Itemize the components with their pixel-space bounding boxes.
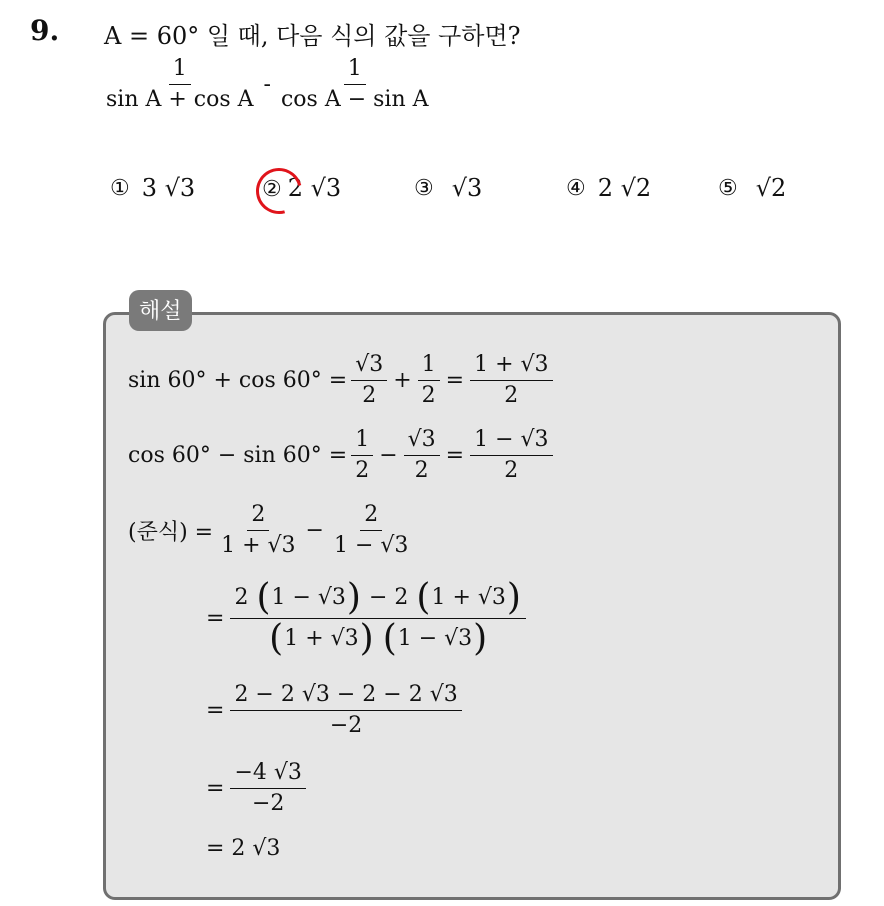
solution-line-3 <box>124 502 412 560</box>
fraction-numerator: 2 <box>360 502 382 531</box>
solution-line-6 <box>200 760 306 818</box>
fraction <box>351 427 373 485</box>
fraction <box>330 502 412 560</box>
fraction-numerator: 1 <box>351 427 373 456</box>
choice-5[interactable] <box>718 174 786 202</box>
choice-4[interactable] <box>566 174 651 202</box>
fraction-denominator <box>264 619 492 657</box>
choice-value: √2 <box>755 174 787 202</box>
fraction-numerator: 1 <box>169 56 191 85</box>
choice-3[interactable] <box>414 174 482 202</box>
fraction-denominator: −2 <box>251 791 285 817</box>
fraction-denominator: 2 <box>421 383 436 409</box>
expr-fraction-2 <box>277 56 433 114</box>
solution-line-4 <box>200 577 526 659</box>
fraction-numerator: 1 + √3 <box>470 352 552 381</box>
question-expression <box>102 56 433 114</box>
numerator-factor: − 2 <box>368 585 409 610</box>
fraction-numerator: −4 √3 <box>230 760 305 789</box>
fraction <box>230 760 305 818</box>
fraction-numerator: 2 <box>247 502 269 531</box>
choice-mark: ⑤ <box>718 175 738 201</box>
fraction-numerator: 1 − √3 <box>470 427 552 456</box>
denominator-term: 1 − √3 <box>397 626 473 651</box>
fraction-denominator: 2 <box>504 458 519 484</box>
minus-operator: − <box>379 443 398 469</box>
solution-line-2 <box>124 427 553 485</box>
fraction-denominator: sin A + cos A <box>106 87 254 113</box>
equals-sign: = <box>206 698 225 724</box>
fraction <box>470 352 552 410</box>
fraction <box>351 352 387 410</box>
numerator-term: 1 − √3 <box>271 585 346 610</box>
choice-value: √3 <box>451 174 483 202</box>
right-paren: ) <box>506 577 521 618</box>
equals-sign: = <box>206 606 225 631</box>
minus-operator: − <box>305 518 324 544</box>
expr-fraction-1 <box>102 56 258 114</box>
fraction-denominator: cos A − sin A <box>280 87 429 113</box>
fraction-denominator: 2 <box>504 383 519 409</box>
choice-1[interactable] <box>110 174 195 202</box>
right-paren: ) <box>359 618 374 659</box>
right-paren: ) <box>346 577 361 618</box>
fraction <box>404 427 440 485</box>
fraction-numerator: 1 <box>418 352 440 381</box>
equals-sign: = <box>206 776 225 802</box>
fraction-numerator: √3 <box>351 352 387 381</box>
fraction-denominator: 1 + √3 <box>221 533 296 559</box>
fraction-denominator: 2 <box>362 383 377 409</box>
fraction-denominator: 1 − √3 <box>333 533 409 559</box>
fraction <box>418 352 440 410</box>
question-text: A = 60° 일 때, 다음 식의 값을 구하면? <box>104 22 521 50</box>
equals-sign: = <box>445 443 465 469</box>
fraction <box>470 427 552 485</box>
fraction-numerator: √3 <box>404 427 440 456</box>
choice-value: 2 √3 <box>287 174 342 202</box>
left-paren: ( <box>269 618 284 659</box>
choice-value: 2 √2 <box>597 174 652 202</box>
choice-mark: ④ <box>566 175 586 201</box>
fraction <box>230 577 526 659</box>
denominator-term: 1 + √3 <box>284 626 359 651</box>
numerator-term: 1 + √3 <box>431 585 506 610</box>
question-number: 9. <box>30 14 60 47</box>
fraction <box>217 502 299 560</box>
left-paren: ( <box>382 618 397 659</box>
fraction-denominator: 2 <box>414 458 429 484</box>
left-paren: ( <box>416 577 431 618</box>
line-lhs: cos 60° − sin 60° = <box>128 443 348 469</box>
final-answer: = 2 √3 <box>206 836 281 861</box>
choice-value: 3 √3 <box>141 174 196 202</box>
choice-mark: ① <box>110 175 130 201</box>
solution-tag: 해설 <box>129 290 192 331</box>
choice-2[interactable] <box>262 174 341 202</box>
selected-mark-wrap <box>262 174 282 202</box>
solution-line-1 <box>124 352 553 410</box>
fraction-denominator: 2 <box>355 458 370 484</box>
fraction-denominator: −2 <box>329 713 363 739</box>
fraction-numerator: 2 − 2 √3 − 2 − 2 √3 <box>230 682 461 711</box>
plus-operator: + <box>393 368 412 394</box>
fraction <box>230 682 461 740</box>
answer-circle-icon <box>248 160 311 223</box>
left-paren: ( <box>256 577 271 618</box>
fraction-numerator <box>230 577 526 619</box>
fraction-numerator: 1 <box>344 56 366 85</box>
minus-operator: - <box>263 72 271 98</box>
line-lhs: sin 60° + cos 60° = <box>128 368 348 394</box>
choice-mark: ② <box>262 177 282 202</box>
choice-mark: ③ <box>414 175 434 201</box>
numerator-factor: 2 <box>234 585 249 610</box>
solution-line-7 <box>206 836 280 861</box>
equals-sign: = <box>445 368 465 394</box>
line-lhs: (준식) = <box>128 520 214 546</box>
solution-line-5 <box>200 682 462 740</box>
right-paren: ) <box>473 618 488 659</box>
